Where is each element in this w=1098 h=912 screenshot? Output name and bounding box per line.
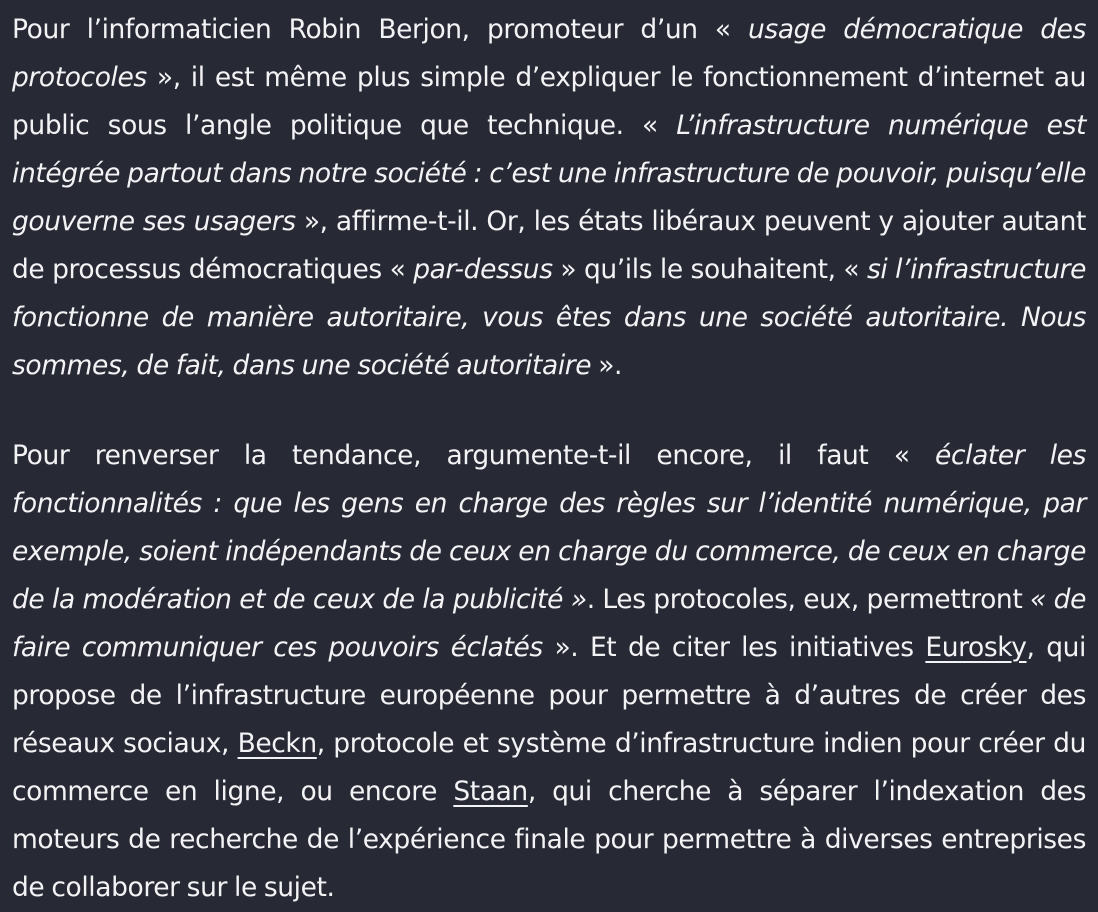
p1-text-1: Pour l’informaticien Robin Berjon, promoteur d’un « <box>12 14 749 45</box>
p1-quote-1: usage démocratique des protocoles <box>12 14 1086 93</box>
staan-link[interactable]: Staan <box>453 776 528 807</box>
p2-text-4: , qui propose de l’infrastructure européenne pour permettre à d’autres de créer des réseaux sociaux, <box>12 632 1086 759</box>
p1-quote-2: L’infrastructure numérique est intégrée partout dans notre société : c’est une infrastructure de pouvoir, puisqu’elle gouverne ses usagers <box>12 110 1086 237</box>
p2-text-2: . Les protocoles, eux, permettront <box>586 584 1031 615</box>
p1-quote-3: par-dessus <box>413 254 553 285</box>
p1-text-4: » qu’ils le souhaitent, « <box>552 254 867 285</box>
p1-text-3: », affirme-t-il. Or, les états libéraux peuvent y ajouter autant de processus démocratiques « <box>12 206 1086 285</box>
p2-quote-1: éclater les fonctionnalités : que les gens en charge des règles sur l’identité numérique, par exemple, soient indépendants de ceux en charge du commerce, de ceux en charge de la modération et de ceux de la publicité » <box>12 440 1086 615</box>
paragraph-2 <box>12 432 1086 912</box>
p2-text-5: , protocole et système d’infrastructure indien pour créer du commerce en ligne, ou encore <box>12 728 1086 807</box>
p2-text-6: , qui cherche à séparer l’indexation des moteurs de recherche de l’expérience finale pour permettre à diverses entreprises de collaborer sur le sujet. <box>12 776 1086 903</box>
p1-text-2: », il est même plus simple d’expliquer le fonctionnement d’internet au public sous l’angle politique que technique. « <box>12 62 1086 141</box>
paragraph-1 <box>12 6 1086 390</box>
eurosky-link[interactable]: Eurosky <box>925 632 1027 663</box>
p1-text-5: ». <box>591 350 623 381</box>
p1-quote-4: si l’infrastructure fonctionne de manière autoritaire, vous êtes dans une société autoritaire. Nous sommes, de fait, dans une société autoritaire <box>12 254 1086 381</box>
beckn-link[interactable]: Beckn <box>237 728 317 759</box>
p2-text-3: ». Et de citer les initiatives <box>542 632 926 663</box>
p2-text-1: Pour renverser la tendance, argumente-t-il encore, il faut « <box>12 440 936 471</box>
p2-quote-2: « de faire communiquer ces pouvoirs éclatés <box>12 584 1086 663</box>
